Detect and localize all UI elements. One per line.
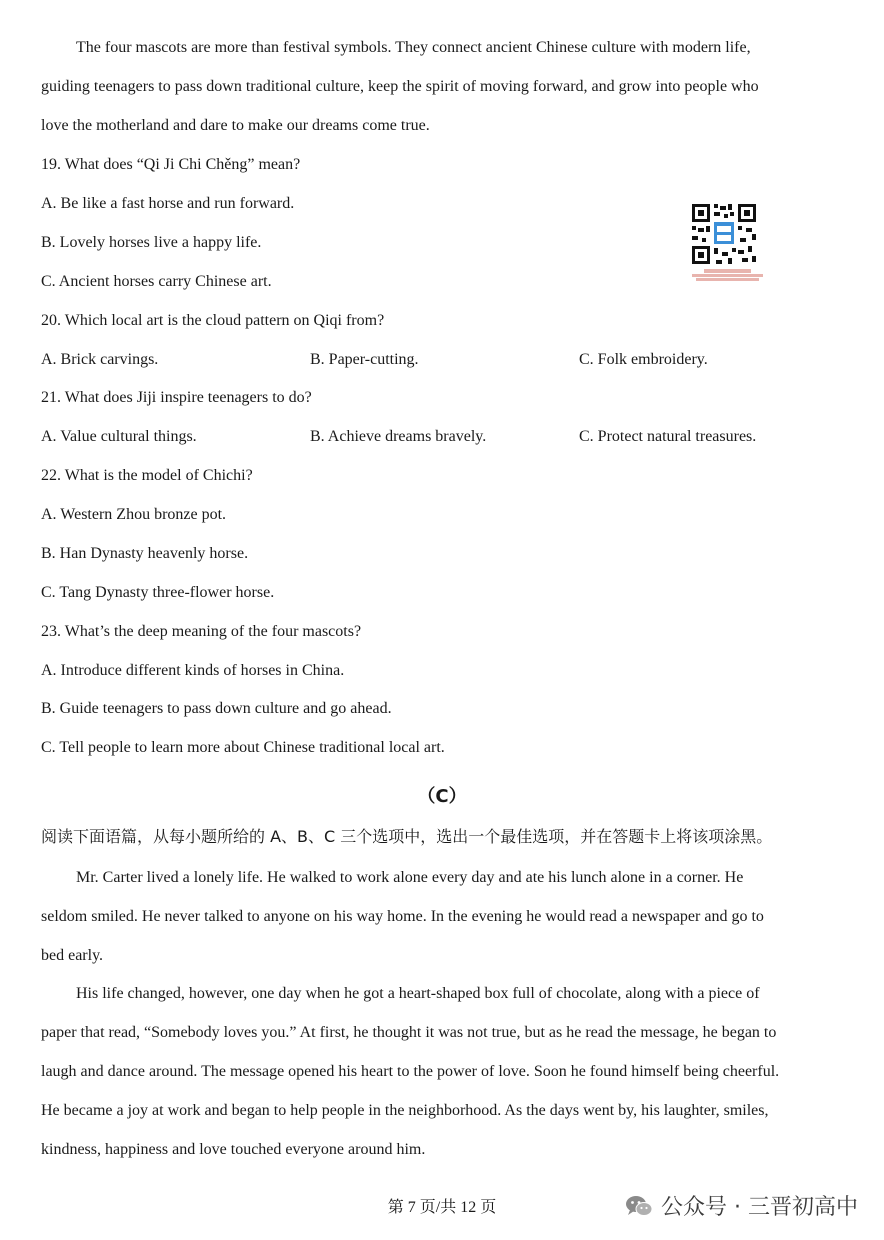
question-20-stem: 20. Which local art is the cloud pattern on Qiqi from?: [41, 312, 385, 329]
wechat-icon: [625, 1194, 653, 1218]
question-20-option-a: A. Brick carvings.: [41, 351, 159, 368]
passage-c-line: His life changed, however, one day when he got a heart-shaped box full of chocolate, along with a piece of: [76, 985, 760, 1002]
question-19-option-b: B. Lovely horses live a happy life.: [41, 234, 262, 251]
question-19-option-c: C. Ancient horses carry Chinese art.: [41, 273, 272, 290]
question-23-option-a: A. Introduce different kinds of horses in China.: [41, 662, 345, 679]
passage-line: guiding teenagers to pass down traditional culture, keep the spirit of moving forward, and grow into people who: [41, 78, 759, 95]
question-21-option-a: A. Value cultural things.: [41, 428, 197, 445]
question-21-stem: 21. What does Jiji inspire teenagers to do?: [41, 389, 312, 406]
question-21-option-c: C. Protect natural treasures.: [579, 428, 757, 445]
section-c-instruction: 阅读下面语篇，从每小题所给的 A、B、C 三个选项中，选出一个最佳选项，并在答题卡上将该项涂黑。: [41, 827, 773, 846]
passage-c-line: He became a joy at work and began to help people in the neighborhood. As the days went by, his laughter, smiles,: [41, 1102, 769, 1119]
passage-line: The four mascots are more than festival symbols. They connect ancient Chinese culture with modern life,: [76, 39, 751, 56]
question-22-option-c: C. Tang Dynasty three-flower horse.: [41, 584, 275, 601]
section-c-title: （C）: [417, 786, 467, 807]
watermark-text: 公众号 · 三晋初高中: [661, 1195, 858, 1220]
passage-c-line: laugh and dance around. The message opened his heart to the power of love. Soon he found himself being cheerful.: [41, 1063, 780, 1080]
question-23-option-b: B. Guide teenagers to pass down culture and go ahead.: [41, 700, 392, 717]
passage-c-line: Mr. Carter lived a lonely life. He walked to work alone every day and ate his lunch alone in a corner. He: [76, 869, 744, 886]
question-20-option-b: B. Paper-cutting.: [310, 351, 419, 368]
passage-c-line: kindness, happiness and love touched everyone around him.: [41, 1141, 426, 1158]
qr-caption-decoration: [690, 268, 765, 282]
passage-c-line: seldom smiled. He never talked to anyone on his way home. In the evening he would read a newspaper and go to: [41, 908, 764, 925]
question-23-option-c: C. Tell people to learn more about Chinese traditional local art.: [41, 739, 445, 756]
question-23-stem: 23. What’s the deep meaning of the four mascots?: [41, 623, 362, 640]
question-20-option-c: C. Folk embroidery.: [579, 351, 708, 368]
question-19-option-a: A. Be like a fast horse and run forward.: [41, 195, 295, 212]
question-22-option-a: A. Western Zhou bronze pot.: [41, 506, 227, 523]
question-21-option-b: B. Achieve dreams bravely.: [310, 428, 487, 445]
passage-c-line: bed early.: [41, 947, 104, 964]
qr-code-icon: [690, 202, 758, 266]
question-19-stem: 19. What does “Qi Ji Chi Chěng” mean?: [41, 156, 301, 173]
passage-line: love the motherland and dare to make our dreams come true.: [41, 117, 430, 134]
page-number: 第 7 页/共 12 页: [387, 1199, 497, 1216]
watermark: [625, 1190, 858, 1221]
question-22-option-b: B. Han Dynasty heavenly horse.: [41, 545, 249, 562]
question-22-stem: 22. What is the model of Chichi?: [41, 467, 253, 484]
passage-c-line: paper that read, “Somebody loves you.” At first, he thought it was not true, but as he read the message, he began to: [41, 1024, 777, 1041]
